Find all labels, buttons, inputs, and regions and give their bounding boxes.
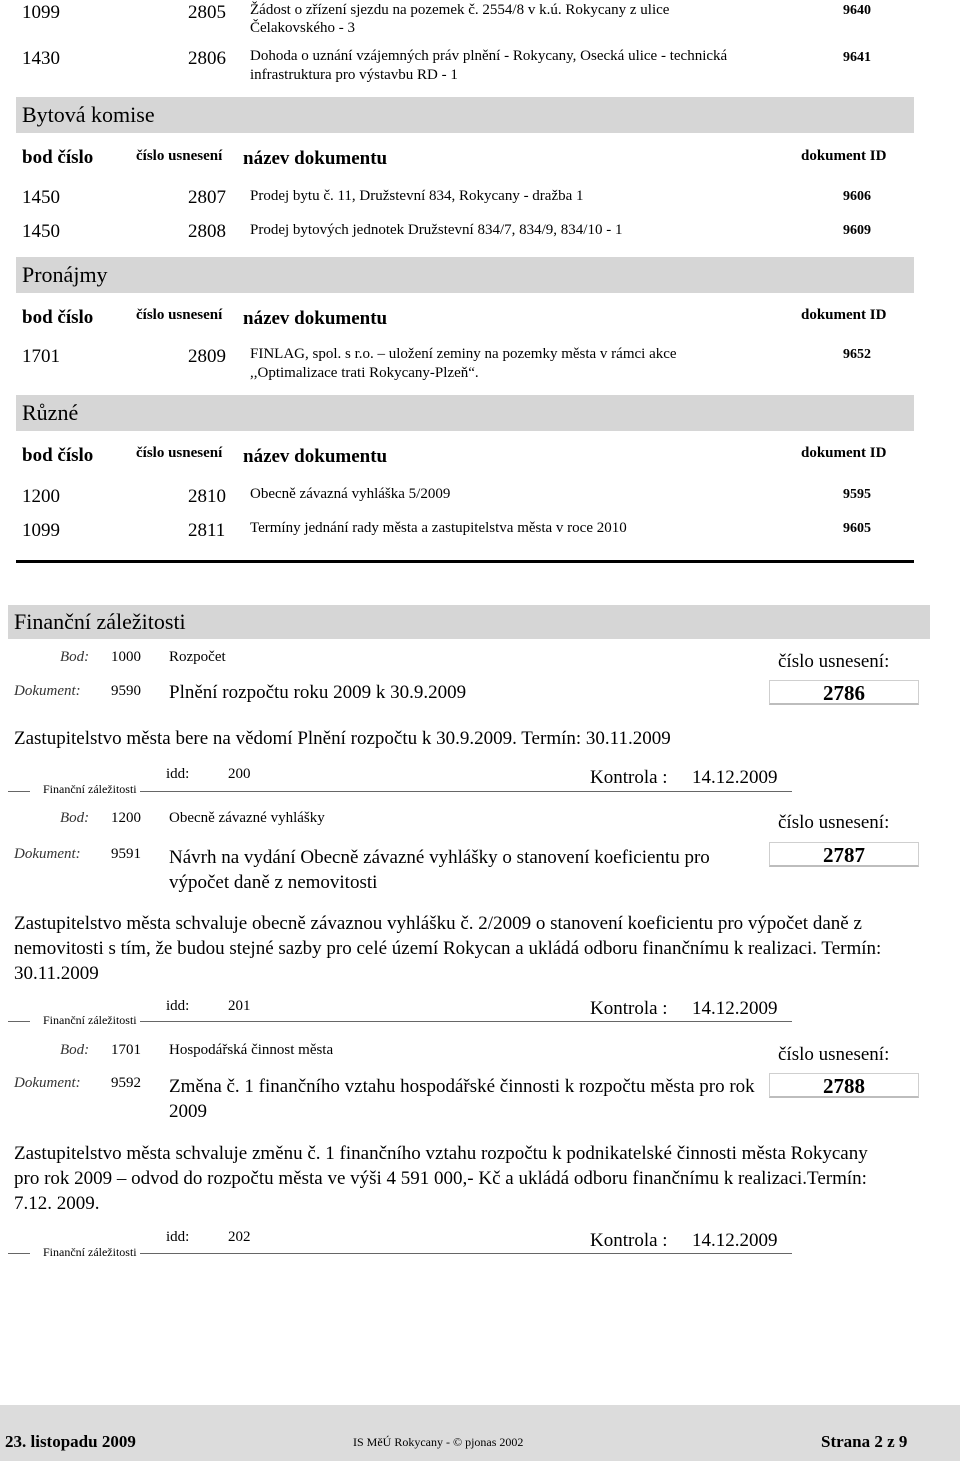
dokument-label: Dokument: xyxy=(14,1075,81,1091)
rule-short xyxy=(8,791,30,792)
section-title-pronajmy: Pronájmy xyxy=(22,262,108,287)
nazev-cell-line2: ,,Optimalizace trati Rokycany-Plzeň“. xyxy=(250,365,479,381)
idd-value: 201 xyxy=(228,998,251,1014)
bod-nazev: Rozpočet xyxy=(169,649,226,665)
header-bod: bod číslo xyxy=(22,445,94,466)
kontrola-label: Kontrola : xyxy=(590,998,668,1019)
idd-value: 202 xyxy=(228,1229,251,1245)
kontrola-date: 14.12.2009 xyxy=(692,767,778,788)
bod-nazev: Obecně závazné vyhlášky xyxy=(169,810,325,826)
section-title-bytova: Bytová komise xyxy=(22,102,155,127)
bod-cell: 1099 xyxy=(22,520,60,541)
bod-cell: 1450 xyxy=(22,187,60,208)
nazev-cell: Žádost o zřízení sjezdu na pozemek č. 2554/8 v k.ú. Rokycany z ulice xyxy=(250,2,670,18)
dokument-number: 9592 xyxy=(111,1075,141,1091)
usneseni-cell: 2805 xyxy=(188,2,226,23)
usneseni-cell: 2807 xyxy=(188,187,226,208)
category-label: Finanční záležitosti xyxy=(43,1245,137,1259)
cislo-usneseni-label: číslo usnesení: xyxy=(778,812,890,833)
bod-number: 1200 xyxy=(111,810,141,826)
idd-label: idd: xyxy=(166,766,190,782)
section-band-ruzne xyxy=(16,395,914,431)
idd-label: idd: xyxy=(166,1229,190,1245)
category-label: Finanční záležitosti xyxy=(43,1013,137,1027)
rule-long xyxy=(140,791,792,792)
cislo-usneseni-label: číslo usnesení: xyxy=(778,651,890,672)
footer-center: IS MěÚ Rokycany - © pjonas 2002 xyxy=(353,1435,524,1449)
nazev-cell-line2: infrastruktura pro výstavbu RD - 1 xyxy=(250,67,458,83)
header-bod: bod číslo xyxy=(22,307,94,328)
nazev-cell-line2: Čelakovského - 3 xyxy=(250,20,355,36)
rule-long xyxy=(140,1021,792,1022)
bod-cell: 1430 xyxy=(22,48,60,69)
rule-short xyxy=(8,1253,30,1254)
nazev-cell: FINLAG, spol. s r.o. – uložení zeminy na pozemky města v rámci akce xyxy=(250,346,677,362)
nazev-cell: Prodej bytových jednotek Družstevní 834/7, 834/9, 834/10 - 1 xyxy=(250,222,623,238)
header-doc-id: dokument ID xyxy=(801,445,887,461)
kontrola-date: 14.12.2009 xyxy=(692,1230,778,1251)
header-usneseni: číslo usnesení xyxy=(136,148,223,164)
usneseni-number-box: 2786 xyxy=(769,680,919,705)
usneseni-cell: 2806 xyxy=(188,48,226,69)
category-label: Finanční záležitosti xyxy=(43,782,137,796)
dokument-number: 9590 xyxy=(111,683,141,699)
idd-label: idd: xyxy=(166,998,190,1014)
dokument-nazev: Plnění rozpočtu roku 2009 k 30.9.2009 xyxy=(169,682,467,703)
bod-label: Bod: xyxy=(60,649,90,665)
resolution-text: Zastupitelstvo města schvaluje obecně závaznou vyhlášku č. 2/2009 o stanovení koeficientu pro výpočet daně z nemovitosti s tím, že budou stejné sazby pro celé území Rokycan a ukládá odboru finančnímu k realizaci. Termín: 30.11.2009 xyxy=(14,913,882,984)
dokument-nazev: Návrh na vydání Obecně závazné vyhlášky o stanovení koeficientu pro výpočet daně z nemovitosti xyxy=(169,847,710,893)
dokument-label: Dokument: xyxy=(14,683,81,699)
bod-number: 1000 xyxy=(111,649,141,665)
doc-id-cell: 9641 xyxy=(843,50,871,65)
bod-cell: 1701 xyxy=(22,346,60,367)
usneseni-number-box: 2787 xyxy=(769,842,919,867)
header-nazev: název dokumentu xyxy=(243,446,388,467)
kontrola-date: 14.12.2009 xyxy=(692,998,778,1019)
footer-bar xyxy=(0,1405,960,1461)
usneseni-cell: 2808 xyxy=(188,221,226,242)
nazev-cell: Dohoda o uznání vzájemných práv plnění - Rokycany, Osecká ulice - technická xyxy=(250,48,728,64)
header-doc-id: dokument ID xyxy=(801,307,887,323)
header-doc-id: dokument ID xyxy=(801,148,887,164)
rule-long xyxy=(140,1253,792,1254)
dokument-number: 9591 xyxy=(111,846,141,862)
doc-id-cell: 9606 xyxy=(843,189,871,204)
kontrola-label: Kontrola : xyxy=(590,767,668,788)
nazev-cell: Termíny jednání rady města a zastupitelstva města v roce 2010 xyxy=(250,520,627,536)
bod-cell: 1099 xyxy=(22,2,60,23)
bod-label: Bod: xyxy=(60,1042,90,1058)
bod-label: Bod: xyxy=(60,810,90,826)
nazev-cell: Obecně závazná vyhláška 5/2009 xyxy=(250,486,451,502)
bod-nazev: Hospodářská činnost města xyxy=(169,1042,334,1058)
header-usneseni: číslo usnesení xyxy=(136,307,223,323)
idd-value: 200 xyxy=(228,766,251,782)
usneseni-cell: 2810 xyxy=(188,486,226,507)
usneseni-cell: 2811 xyxy=(188,520,226,541)
header-usneseni: číslo usnesení xyxy=(136,445,223,461)
rule-short xyxy=(8,1021,30,1022)
bod-number: 1701 xyxy=(111,1042,141,1058)
doc-id-cell: 9609 xyxy=(843,223,871,238)
doc-id-cell: 9640 xyxy=(843,3,871,18)
bod-cell: 1450 xyxy=(22,221,60,242)
kontrola-label: Kontrola : xyxy=(590,1230,668,1251)
section-title-financni: Finanční záležitosti xyxy=(14,609,186,634)
doc-id-cell: 9652 xyxy=(843,347,871,362)
usneseni-cell: 2809 xyxy=(188,346,226,367)
section-band-pronajmy xyxy=(16,257,914,293)
dokument-label: Dokument: xyxy=(14,846,81,862)
header-bod: bod číslo xyxy=(22,147,94,168)
header-nazev: název dokumentu xyxy=(243,308,388,329)
doc-id-cell: 9605 xyxy=(843,521,871,536)
doc-id-cell: 9595 xyxy=(843,487,871,502)
bod-cell: 1200 xyxy=(22,486,60,507)
resolution-text: Zastupitelstvo města bere na vědomí Plnění rozpočtu k 30.9.2009. Termín: 30.11.2009 xyxy=(14,728,671,749)
footer-date: 23. listopadu 2009 xyxy=(5,1432,136,1451)
usneseni-number-box: 2788 xyxy=(769,1073,919,1098)
header-nazev: název dokumentu xyxy=(243,148,388,169)
separator-line xyxy=(16,560,914,563)
section-title-ruzne: Různé xyxy=(22,400,79,425)
nazev-cell: Prodej bytu č. 11, Družstevní 834, Rokycany - dražba 1 xyxy=(250,188,584,204)
dokument-nazev: Změna č. 1 finančního vztahu hospodářské činnosti k rozpočtu města pro rok 2009 xyxy=(169,1076,755,1122)
resolution-text: Zastupitelstvo města schvaluje změnu č. 1 finančního vztahu rozpočtu k podnikatelské činnosti města Rokycany pro rok 2009 – odvod do rozpočtu města ve výši 4 591 000,- Kč a ukládá odboru finančnímu k realizaci.Termín: 7.12. 2009. xyxy=(14,1143,868,1214)
cislo-usneseni-label: číslo usnesení: xyxy=(778,1044,890,1065)
footer-page: Strana 2 z 9 xyxy=(821,1432,908,1451)
